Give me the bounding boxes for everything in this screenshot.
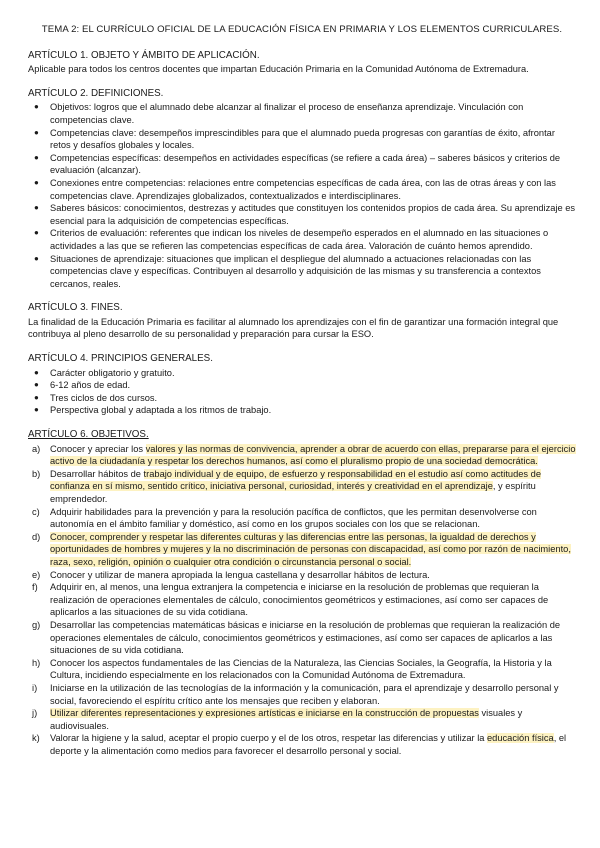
section-title: ARTÍCULO 6. OBJETIVOS. [28,429,149,441]
list-marker: i) [32,682,38,693]
text-plain: Iniciarse en la utilización de las tecnologías de la información y la comunicación, para el aprendizaje y desarrollo personal y social, favoreciendo el espíritu crítico ante los mensajes que reciben y elaboran. [50,682,559,706]
list-item [28,531,576,569]
list-marker: b) [32,468,41,479]
text-plain: Conocer los aspectos fundamentales de las Ciencias de la Naturaleza, las Ciencias Sociales, la Geografía, la Historia y la Cultura, incidiendo especialmente en los relacionados con la Comunidad Autónoma de Extremadura. [50,657,552,681]
text-plain: Conocer y utilizar de manera apropiada la lengua castellana y desarrollar hábitos de lectura. [50,569,430,580]
text-plain: , el deporte y la alimentación como medios para favorecer el desarrollo personal y social. [50,733,567,756]
bullet-icon: ● [34,253,39,263]
section-title: ARTÍCULO 4. PRINCIPIOS GENERALES. [28,353,213,365]
list-item-text: Competencias clave: desempeños imprescindibles para que el alumnado pueda progresas con garantías de éxito, afrontar retos y desafíos globales y locales. [50,127,555,151]
list-item-text: Objetivos: logros que el alumnado debe alcanzar al finalizar el proceso de enseñanza aprendizaje. Vinculación con competencias clave. [50,102,524,125]
list-item [28,506,576,531]
list-item [28,581,576,619]
list-item [28,392,576,405]
list-marker: g) [32,619,41,630]
bullet-icon: ● [34,380,39,390]
bullet-icon: ● [34,367,39,377]
text-plain: Valorar la higiene y la salud, aceptar el propio cuerpo y el de los otros, respetar las diferencias y utilizar la [50,733,488,744]
list-item [28,253,576,291]
section-articulo-6 [28,429,576,757]
list-item [28,657,576,682]
bullet-icon: ● [34,392,39,402]
bullet-icon: ● [34,228,39,238]
list-item [28,707,576,732]
list-item [28,177,576,202]
bullet-icon: ● [34,203,39,213]
list-item-text: Conexiones entre competencias: relaciones entre competencias específicas de cada área, con las de otras áreas y con las competencias clave. Aprendizajes globalizados, contextualizados e interdisciplinares. [50,177,556,201]
section-articulo-4 [28,353,576,417]
bullet-icon: ● [34,152,39,162]
list-marker: f) [32,582,38,593]
list-item-text: Tres ciclos de dos cursos. [50,392,158,403]
list-item-text: Situaciones de aprendizaje: situaciones que implican el despliegue del alumnado a actuaciones relacionadas con las competencias clave y específicas. Contribuyen al desarrollo y adquisición de las mismas y su transferencia a contextos cercanos, reales. [50,253,541,289]
list-item [28,379,576,392]
text-highlight: trabajo individual y de equipo, de esfuerzo y responsabilidad en el estudio así como actitudes de confianza en sí mismo, sentido crítico, iniciativa personal, curiosidad, interés y creatividad en el aprendizaje [50,468,541,492]
list-marker: k) [32,733,40,744]
text-plain: Conocer y apreciar los [50,443,146,454]
list-item [28,443,576,468]
list-marker: a) [32,443,41,454]
list-item [28,202,576,227]
principles-list [28,367,576,417]
section-title: ARTÍCULO 2. DEFINICIONES. [28,87,164,99]
list-item-text: Criterios de evaluación: referentes que indican los niveles de desempeño esperados en el alumnado en las situaciones o actividades a las que se refieren las competencias específicas de cada área. Valoración de cuánto hemos aprendido. [50,228,549,251]
text-plain: Adquirir en, al menos, una lengua extranjera la competencia e iniciarse en la resolución de problemas que requieran la realización de operaciones elementales de cálculo, conocimientos geométricos y estimaciones, así como ser capaces de aplicarlos a las situaciones de su vida cotidiana. [50,582,549,618]
section-text: Aplicable para todos los centros docentes que impartan Educación Primaria en la Comunidad Autónoma de Extremadura. [28,64,529,75]
document-title: TEMA 2: EL CURRÍCULO OFICIAL DE LA EDUCACIÓN FÍSICA EN PRIMARIA Y LOS ELEMENTOS CURRICULARES. [41,24,563,35]
text-highlight: Conocer, comprender y respetar las diferentes culturas y las diferencias entre las personas, la igualdad de derechos y oportunidades de hombres y mujeres y la no discriminación de personas con discapacidad, así como por razón de nacimiento, raza, sexo, religión, opinión o cualquier otra condición o circunstancia personal o social. [50,531,571,567]
text-plain: Adquirir habilidades para la prevención y para la resolución pacífica de conflictos, que les permitan desenvolverse con autonomía en el ámbito familiar y doméstico, así como en los grupos sociales con los que se relacionan. [50,506,537,530]
list-item-text: Perspectiva global y adaptada a los ritmos de trabajo. [50,405,272,416]
section-articulo-1 [28,50,576,76]
list-marker: d) [32,531,41,542]
list-item [28,152,576,177]
list-marker: h) [32,657,41,668]
list-item [28,127,576,152]
list-item [28,619,576,657]
bullet-icon: ● [34,102,39,112]
list-item [28,569,576,582]
bullet-icon: ● [34,405,39,415]
objectives-list [28,443,576,758]
list-item [28,682,576,707]
list-marker: e) [32,569,41,580]
section-text: La finalidad de la Educación Primaria es facilitar al alumnado los aprendizajes con el fin de garantizar una formación integral que contribuya al pleno desarrollo de su personalidad y preparación para cursar la ESO. [28,316,559,340]
text-highlight: educación física [487,733,554,744]
section-title: ARTÍCULO 3. FINES. [28,302,123,314]
text-plain: , y espíritu emprendedor. [50,481,536,504]
list-marker: j) [32,708,38,719]
list-item-text: Saberes básicos: conocimientos, destrezas y actitudes que constituyen los contenidos propios de cada área. Su aprendizaje es esencial para la adquisición de competencias específicas. [50,203,576,226]
list-item [28,404,576,417]
text-highlight: valores y las normas de convivencia, aprender a obrar de acuerdo con ellas, prepararse para el ejercicio activo de la ciudadanía y respetar los derechos humanos, así como el pluralismo propio de una sociedad democrática. [50,443,576,467]
list-item [28,732,576,757]
list-item [28,101,576,126]
list-item [28,227,576,252]
section-title: ARTÍCULO 1. OBJETO Y ÁMBITO DE APLICACIÓN. [28,49,260,61]
text-plain: Desarrollar las competencias matemáticas básicas e iniciarse en la resolución de problemas que requieran la realización de operaciones elementales de cálculo, conocimientos geométricos y estimaciones, así como ser capaces de aplicarlos a las situaciones de su vida cotidiana. [50,619,561,656]
bullet-icon: ● [34,127,39,137]
list-item [28,468,576,506]
list-item [28,367,576,380]
text-plain: visuales y audiovisuales. [50,708,523,731]
list-item-text: Carácter obligatorio y gratuito. [50,367,175,378]
section-articulo-3 [28,302,576,341]
list-item-text: 6-12 años de edad. [50,380,131,391]
list-marker: c) [32,506,40,517]
bullet-icon: ● [34,177,39,187]
text-highlight: Utilizar diferentes representaciones y expresiones artísticas e iniciarse en la construcción de propuestas [50,708,479,719]
section-articulo-2 [28,88,576,291]
text-plain: Desarrollar hábitos de [50,468,144,479]
definitions-list [28,101,576,290]
list-item-text: Competencias específicas: desempeños en actividades específicas (se refiere a cada área) – saberes básicos y criterios de evaluación (alcanzar). [50,152,561,176]
